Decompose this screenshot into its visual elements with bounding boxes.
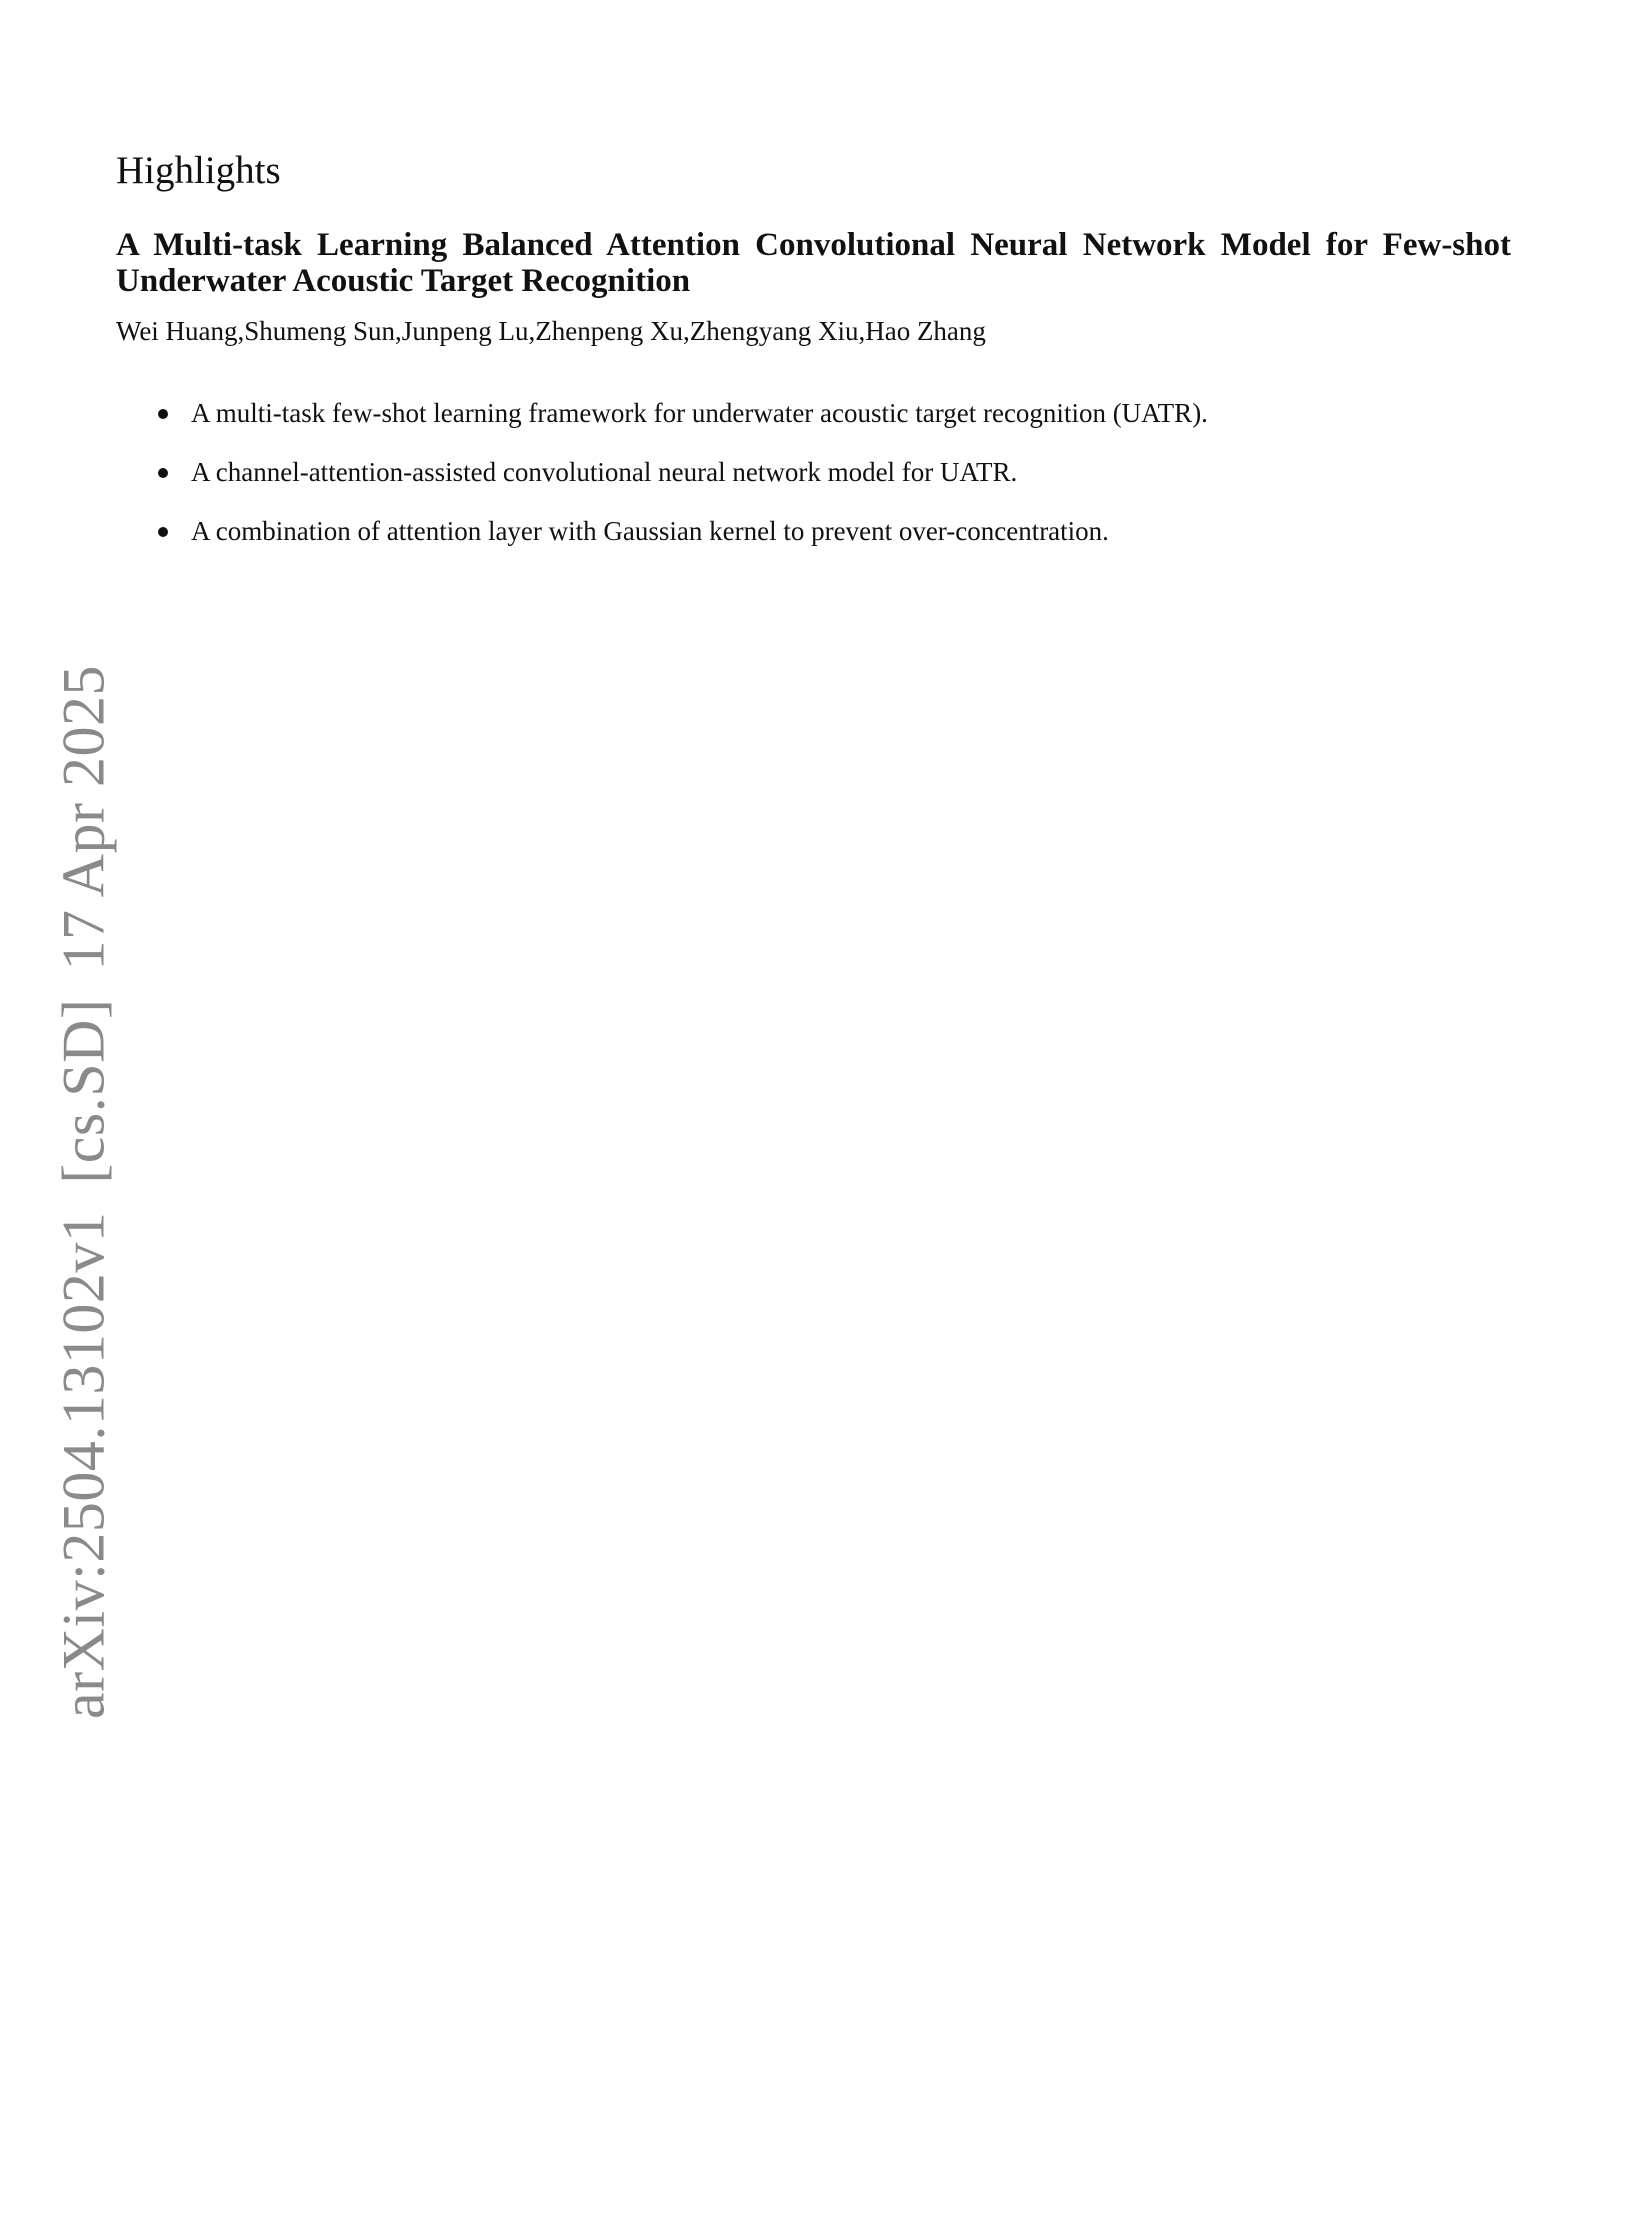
arxiv-id: arXiv:2504.13102v1 — [50, 1211, 117, 1719]
highlight-text: A combination of attention layer with Gaussian kernel to prevent over-concentration. — [191, 516, 1109, 547]
author-list: Wei Huang,Shumeng Sun,Junpeng Lu,Zhenpeng Xu,Zhengyang Xiu,Hao Zhang — [116, 315, 986, 346]
section-heading: Highlights — [116, 149, 281, 192]
bullet-icon — [158, 409, 168, 419]
highlight-text: A multi-task few-shot learning framework for underwater acoustic target recognition (UATR). — [191, 398, 1208, 429]
highlight-text: A channel-attention-assisted convolutional neural network model for UATR. — [191, 457, 1018, 488]
arxiv-identifier-stamp — [50, 665, 119, 1719]
highlights-list — [116, 397, 1516, 547]
highlight-item — [158, 397, 1516, 429]
highlight-item — [158, 515, 1516, 547]
highlights-page-content — [116, 150, 1516, 574]
bullet-icon — [158, 468, 168, 478]
bullet-icon — [158, 527, 168, 537]
paper-title: A Multi-task Learning Balanced Attention Convolutional Neural Network Model for Few-shot Underwater Acoustic Target Recognition — [116, 226, 1511, 299]
arxiv-category: [cs.SD] — [50, 998, 117, 1184]
highlight-item — [158, 456, 1516, 488]
arxiv-date: 17 Apr 2025 — [50, 665, 117, 971]
